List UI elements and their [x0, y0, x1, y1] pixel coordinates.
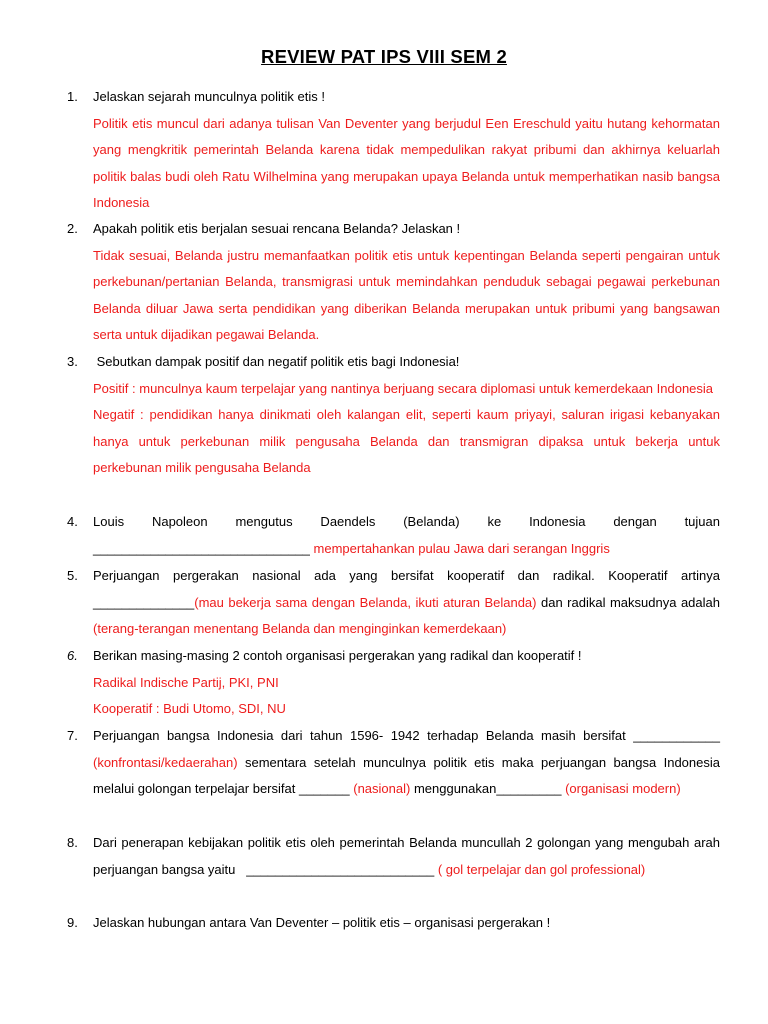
answer-blank-3: _________ — [496, 781, 562, 797]
page-title: REVIEW PAT IPS VIII SEM 2 — [261, 46, 507, 67]
answer-negative: Negatif : pendidikan hanya dinikmati oleh kalangan elit, seperti kaum priyayi, saluran irigasi kebanyakan hanya untuk perkebunan milik pengusaha Belanda dan transmigran dipaksa untuk bekerja untuk perkebunan milik pengusaha Belanda — [93, 407, 720, 476]
question-text: Jelaskan sejarah munculnya politik etis ! — [93, 89, 325, 104]
question-number: 7. — [67, 728, 78, 743]
question-text: Berikan masing-masing 2 contoh organisasi pergerakan yang radikal dan kooperatif ! — [93, 648, 582, 663]
question-text: Apakah politik etis berjalan sesuai rencana Belanda? Jelaskan ! — [93, 221, 461, 236]
answer-text: Tidak sesuai, Belanda justru memanfaatkan politik etis untuk kepentingan Belanda seperti pengairan untuk perkebunan/pertanian Belanda, transmigrasi untuk memindahkan penduduk sebagai pegawai perkebunan Belanda diluar Jawa serta pendidikan yang diberikan Belanda merupakan untuk pribumi yang bangsawan serta untuk dijadikan pegawai Belanda. — [93, 247, 720, 343]
answer-radical: Radikal Indische Partij, PKI, PNI — [93, 674, 279, 690]
question-text: Sebutkan dampak positif dan negatif politik etis bagi Indonesia! — [93, 354, 460, 369]
answer-text-2: (nasional) — [353, 781, 411, 797]
question-number: 1. — [67, 89, 78, 104]
question-number: 9. — [67, 915, 78, 930]
answer-text-3: (organisasi modern) — [565, 781, 681, 797]
answer-positive: Positif : munculnya kaum terpelajar yang nantinya berjuang secara diplomasi untuk kemerdekaan Indonesia — [93, 380, 714, 396]
question-number: 5. — [67, 568, 78, 583]
answer-text: ( gol terpelajar dan gol professional) — [437, 861, 646, 877]
question-text-continued: sementara setelah munculnya politik etis maka perjuangan bangsa Indonesia melalui golongan terpelajar bersifat — [93, 754, 720, 797]
answer-blank: ______________ — [93, 594, 195, 610]
question-number: 6. — [67, 648, 78, 663]
question-text: Dari penerapan kebijakan politik etis oleh pemerintah Belanda muncullah 2 golongan yang mengubah arah perjuangan bangsa yaitu — [93, 835, 720, 877]
answer-text-radical: (terang-terangan menentang Belanda dan menginginkan kemerdekaan) — [93, 621, 507, 637]
question-text-end: menggunakan — [413, 781, 497, 797]
question-text: Jelaskan hubungan antara Van Deventer – politik etis – organisasi pergerakan ! — [93, 915, 551, 930]
answer-blank: __________________________ — [246, 861, 435, 877]
answer-text: Politik etis muncul dari adanya tulisan Van Deventer yang berjudul Een Ereschuld yaitu hutang kehormatan yang mengkritik pemerintah Belanda karena tidak mempedulikan rakyat pribumi dan akhirnya keluarlah politik balas budi oleh Ratu Wilhelmina yang merupakan upaya Belanda untuk memperhatikan nasib bangsa Indonesia — [93, 115, 720, 211]
answer-text: mempertahankan pulau Jawa dari serangan Inggris — [313, 540, 610, 556]
question-text: Perjuangan bangsa Indonesia dari tahun 1596- 1942 terhadap Belanda masih bersifat — [93, 728, 626, 743]
question-number: 4. — [67, 514, 78, 529]
answer-text-cooperative: (mau bekerja sama dengan Belanda, ikuti aturan Belanda) — [194, 594, 537, 610]
answer-blank-1: ____________ — [633, 728, 720, 743]
answer-cooperative: Kooperatif : Budi Utomo, SDI, NU — [93, 701, 286, 717]
question-number: 3. — [67, 354, 78, 369]
answer-blank-2: _______ — [298, 781, 350, 797]
question-text-continued: dan radikal maksudnya adalah — [540, 594, 720, 610]
question-text: Louis Napoleon mengutus Daendels (Belanda) ke Indonesia dengan tujuan — [93, 514, 720, 529]
answer-text-1: (konfrontasi/kedaerahan) — [93, 754, 238, 770]
question-number: 8. — [67, 835, 78, 850]
question-text: Perjuangan pergerakan nasional ada yang bersifat kooperatif dan radikal. Kooperatif artinya — [93, 568, 720, 583]
question-number: 2. — [67, 221, 78, 236]
answer-blank: ______________________________ — [93, 540, 310, 556]
